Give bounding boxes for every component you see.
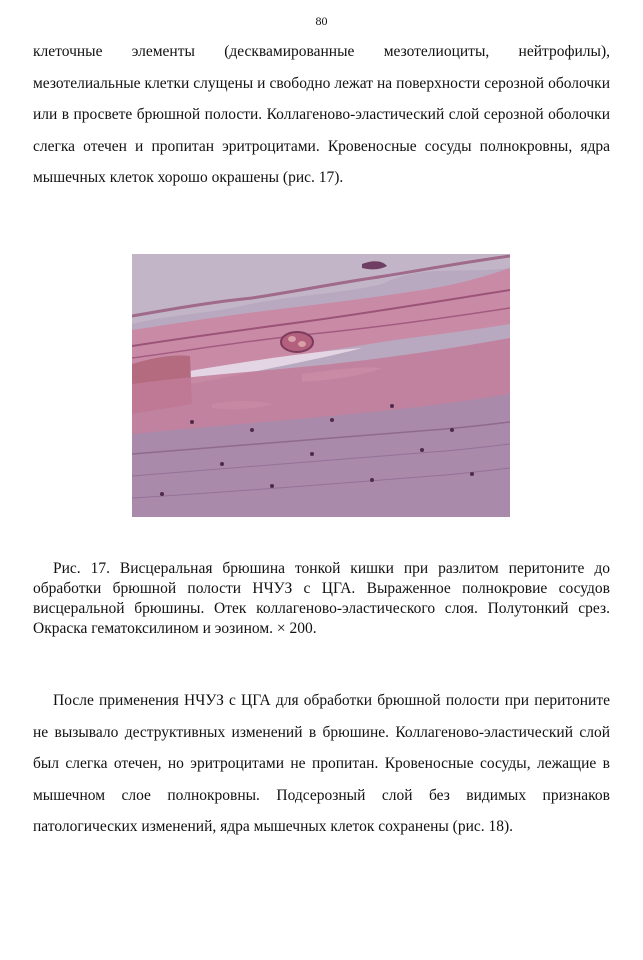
figure-caption: Рис. 17. Висцеральная брюшина тонкой кишки при разлитом перитоните до обработки брюшной полости НЧУЗ с ЦГА. Выраженное полнокровие сосудов висцеральной брюшины. Отек коллагеново-эластического слоя. Полутонкий срез. Окраска гематоксилином и эозином. × 200.: [33, 560, 610, 637]
histology-micrograph: [132, 254, 510, 517]
paragraph-after-figure: После применения НЧУЗ с ЦГА для обработки брюшной полости при перитоните не вызывало деструктивных изменений в брюшине. Коллагеново-эластический слой был слегка отечен, но эритроцитами не пропитан. Кровеносные сосуды, лежащие в мышечном слое полнокровны. Подсерозный слой без видимых признаков патологических изменений, ядра мышечных клеток сохранены (рис. 18).: [33, 692, 610, 835]
page-number: 80: [315, 14, 328, 28]
paragraph-intro: клеточные элементы (десквамированные мезотелиоциты, нейтрофилы), мезотелиальные клетки слущены и свободно лежат на поверхности серозной оболочки или в просвете брюшной полости. Коллагеново-эластический слой серозной оболочки слегка отечен и пропитан эритроцитами. Кровеносные сосуды полнокровны, ядра мышечных клеток хорошо окрашены (рис. 17).: [33, 43, 610, 186]
